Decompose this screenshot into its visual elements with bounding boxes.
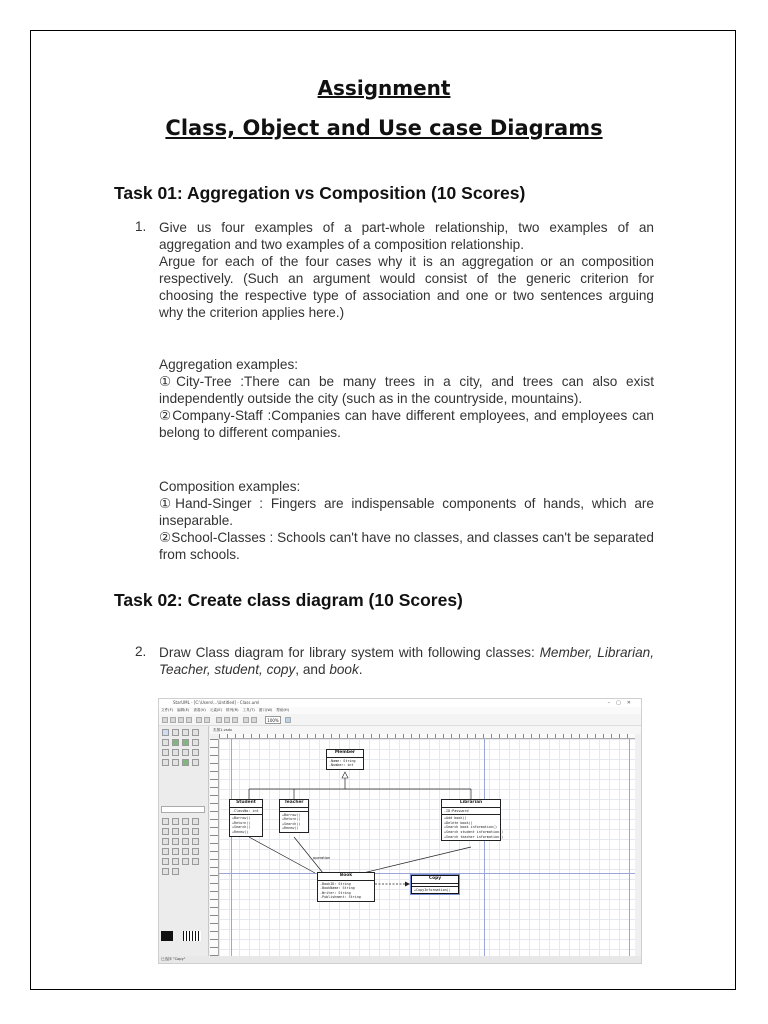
control-shape-icon[interactable] <box>172 868 179 875</box>
operation: +Renew() <box>282 826 299 831</box>
class-operations <box>230 815 262 835</box>
task2-text-end: . <box>358 662 363 677</box>
vertical-ruler <box>210 739 219 956</box>
assignment-title: Assignment <box>317 76 451 100</box>
operation: +CopyInformation() <box>414 887 451 892</box>
attribute: -ClassNo: int <box>232 808 259 813</box>
interface-tool-icon[interactable] <box>182 739 189 746</box>
association-tool-icon[interactable] <box>162 749 169 756</box>
task1-heading: Task 01: Aggregation vs Composition (10 Scores) <box>114 183 526 203</box>
class-student[interactable] <box>229 799 263 837</box>
component-shape-icon[interactable] <box>172 838 179 845</box>
task2-number: 2. <box>135 644 147 659</box>
class-attributes <box>230 808 262 816</box>
text-tool-icon[interactable] <box>172 729 179 736</box>
diagram-canvas[interactable] <box>219 739 635 956</box>
generalization-tool-icon[interactable] <box>182 749 189 756</box>
aggregation-example-1: ①City-Tree :There can be many trees in a city, and trees can also exist independently outside the city (such as in the countryside, mountains). <box>159 374 654 406</box>
class-attributes <box>442 808 500 816</box>
undo-icon[interactable] <box>196 717 202 723</box>
start-shape-icon[interactable] <box>182 858 189 865</box>
open-file-icon[interactable] <box>170 717 176 723</box>
composition-title: Composition examples: <box>159 479 301 494</box>
menu-item[interactable]: 元素(E) <box>209 708 223 712</box>
staruml-screenshot <box>158 698 642 964</box>
class-operations <box>442 815 504 840</box>
rounded-rect-shape-icon[interactable] <box>172 818 179 825</box>
activity-shape-icon[interactable] <box>192 848 199 855</box>
aggregation-section <box>159 356 654 441</box>
class-name: Copy <box>412 876 458 884</box>
shape-category-select[interactable] <box>161 806 205 813</box>
select-tool-icon[interactable] <box>162 729 169 736</box>
menu-item[interactable]: 工具(T) <box>242 708 255 712</box>
containment-tool-icon[interactable] <box>182 759 189 766</box>
fork-shape-icon[interactable] <box>172 858 179 865</box>
task2-body <box>159 644 654 678</box>
class-attributes <box>327 758 363 769</box>
class-name: Member <box>327 750 363 758</box>
task2-text-a: Draw Class diagram for library system with following classes: <box>159 645 540 660</box>
class-copy[interactable] <box>411 875 459 894</box>
arrow-shape-icon[interactable] <box>162 828 169 835</box>
toolbar <box>159 714 641 726</box>
end-shape-icon[interactable] <box>192 858 199 865</box>
composition-example-2: ②School-Classes : Schools can't have no classes, and classes can't be separated from schools. <box>159 530 654 562</box>
composition-example-1: ①Hand-Singer : Fingers are indispensable components of hands, which are inseparable. <box>159 496 654 528</box>
status-bar: 已选择 "Copy" <box>159 956 641 963</box>
dependency-tool-icon[interactable] <box>172 749 179 756</box>
task1-number: 1. <box>135 219 147 234</box>
line-style-icon[interactable] <box>183 931 201 941</box>
fit-icon[interactable] <box>285 717 291 723</box>
curve-shape-icon[interactable] <box>192 828 199 835</box>
boundary-shape-icon[interactable] <box>162 868 169 875</box>
realization-tool-icon[interactable] <box>192 749 199 756</box>
attribute: -BookID: String <box>320 881 351 886</box>
window-controls[interactable]: –▢✕ <box>607 700 637 706</box>
task1-intro: Give us four examples of a part-whole relationship, two examples of an aggregation and two examples of a composition relationship. <box>159 220 654 252</box>
attribute: -Number: int <box>329 763 354 768</box>
save-icon[interactable] <box>178 717 184 723</box>
task1-argue: Argue for each of the four cases why it is an aggregation or an composition respectively. (Such an argument would consist of the generic criterion for choosing the respective type of association and one or two sentences arguing why the criterion applies here.) <box>159 254 654 320</box>
redo-icon[interactable] <box>204 717 210 723</box>
operation: +Add book() <box>444 816 467 821</box>
zoom-tool-icon[interactable] <box>182 729 189 736</box>
decision-shape-icon[interactable] <box>162 858 169 865</box>
menu-bar <box>159 707 641 714</box>
state-shape-icon[interactable] <box>182 848 189 855</box>
menu-item[interactable]: 帮助(H) <box>276 708 289 712</box>
class-tool-icon[interactable] <box>162 739 169 746</box>
operation: +Search student information() <box>444 829 504 834</box>
menu-item[interactable]: 文件(F) <box>161 708 174 712</box>
attribute: -Writer: String <box>320 890 351 895</box>
association-label: operation <box>313 856 331 860</box>
class-attributes <box>318 881 374 901</box>
task2-class-list: Member, Librarian, Teacher, student, copy <box>159 645 654 677</box>
operation: +Return() <box>282 817 301 822</box>
aggregation-tool-icon[interactable] <box>162 759 169 766</box>
color-swatch-icon[interactable] <box>161 931 173 941</box>
operation: +Borrow() <box>282 812 301 817</box>
zoom-out-icon[interactable] <box>251 717 257 723</box>
operation: +Return() <box>232 820 251 825</box>
operation: +Delete book() <box>444 820 473 825</box>
rectangle-shape-icon[interactable] <box>162 818 169 825</box>
image-shape-icon[interactable] <box>192 838 199 845</box>
link-tool-icon[interactable] <box>192 759 199 766</box>
attribute: -ID:Password <box>444 808 469 813</box>
class-name: Book <box>318 873 374 881</box>
task1-body <box>159 219 654 321</box>
line-shape-icon[interactable] <box>172 828 179 835</box>
class-librarian[interactable] <box>441 799 504 841</box>
tool-palette <box>159 726 209 956</box>
class-book[interactable] <box>317 872 375 902</box>
node-shape-icon[interactable] <box>182 838 189 845</box>
aggregation-example-2: ②Company-Staff :Companies can have different employees, and employees can belong to different companies. <box>159 408 654 440</box>
note-tool-icon[interactable] <box>192 739 199 746</box>
relationship-lines <box>219 739 635 956</box>
cut-icon[interactable] <box>216 717 222 723</box>
window-title: StarUML - [C:\Users\...\Untitled] - Class.uml <box>159 699 641 707</box>
frame-shape-icon[interactable] <box>162 848 169 855</box>
class-operations <box>280 812 308 832</box>
diagram-tab[interactable]: 类图1.vsdx <box>210 726 641 734</box>
operation: +Search book information() <box>444 825 498 830</box>
operation: +Search() <box>232 825 251 830</box>
task2-text-b: , and <box>295 662 330 677</box>
menu-item[interactable]: 窗口(W) <box>258 708 273 712</box>
actor-shape-icon[interactable] <box>162 838 169 845</box>
class-operations <box>412 887 458 894</box>
aggregation-title: Aggregation examples: <box>159 357 299 372</box>
menu-item[interactable]: 排列(R) <box>226 708 239 712</box>
attribute: -BookName: String <box>320 886 355 891</box>
diamond-shape-icon[interactable] <box>192 818 199 825</box>
lifeline-shape-icon[interactable] <box>172 848 179 855</box>
class-member[interactable] <box>326 749 364 770</box>
operation: +Search teacher information() <box>444 834 504 839</box>
class-teacher[interactable] <box>279 799 309 833</box>
class-name: Librarian <box>442 800 500 808</box>
zoom-in-icon[interactable] <box>243 717 249 723</box>
save-all-icon[interactable] <box>186 717 192 723</box>
operation: +Borrow() <box>232 816 251 821</box>
operation: +Search() <box>282 821 301 826</box>
ellipse-shape-icon[interactable] <box>182 818 189 825</box>
composition-section <box>159 478 654 563</box>
zoom-select[interactable]: 100% <box>265 716 281 724</box>
assignment-subtitle: Class, Object and Use case Diagrams <box>165 116 603 140</box>
operation: +Renew() <box>232 829 249 834</box>
attribute: -Publishment: String <box>320 895 361 900</box>
new-file-icon[interactable] <box>162 717 168 723</box>
class-name: Student <box>230 800 262 808</box>
connector-shape-icon[interactable] <box>182 828 189 835</box>
menu-item[interactable]: 编辑(E) <box>177 708 190 712</box>
package-tool-icon[interactable] <box>172 739 179 746</box>
menu-item[interactable]: 查看(V) <box>193 708 206 712</box>
pan-tool-icon[interactable] <box>192 729 199 736</box>
class-name: Teacher <box>280 800 308 808</box>
paste-icon[interactable] <box>232 717 238 723</box>
attribute: -Name: String <box>329 758 356 763</box>
copy-icon[interactable] <box>224 717 230 723</box>
task2-heading: Task 02: Create class diagram (10 Scores) <box>114 590 463 610</box>
composition-tool-icon[interactable] <box>172 759 179 766</box>
task2-book: book <box>329 662 359 677</box>
